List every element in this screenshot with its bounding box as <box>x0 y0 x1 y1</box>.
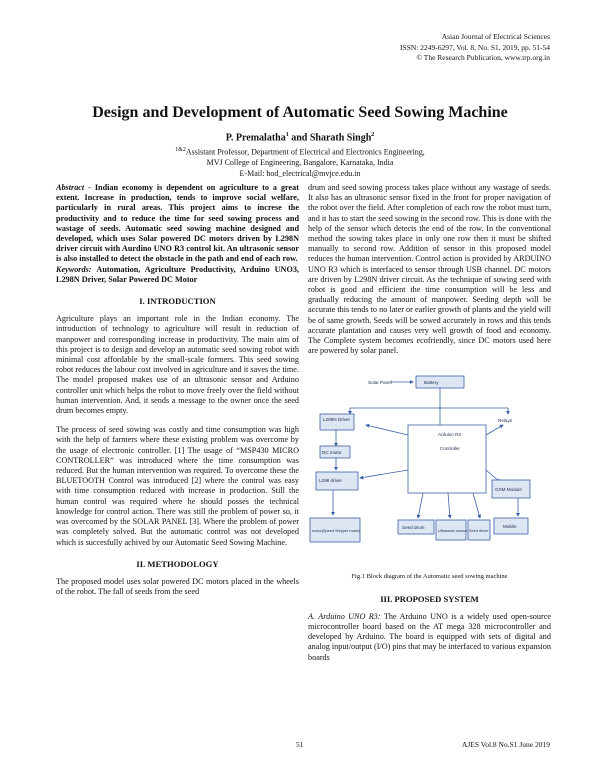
affiliation <box>0 145 600 179</box>
affiliation-email: E-Mail: hod_electrical@mvjce.edu.in <box>239 168 361 178</box>
label-ultrasonic: Ultrasonic sensor <box>438 529 468 534</box>
block-diagram <box>308 370 551 570</box>
intro-paragraph-2: The process of seed sowing was costly and time consumption was high with the help of farmers where these existing problem was overcome by the usage of electronic controller. [1] The usage of “MSP430 MICRO CONTROLLER” was introduced where the time consumption was reduced. But the human intervention was required. To overcome these the BLUETOOTH Control was introduced [2] where the control was easy with time consumption reduced with increase in production. Still the human control was required where he should posses the technical knowledge for control action. There was still the problem of power so, it was overcomed by the SOLAR PANEL [3]. Where the problem of power was completely solved. But the automatic control was not developed which is succesfully achived by our Automatic Seed Sowing Machine. <box>56 425 299 547</box>
arrow-arduino-l298driver <box>360 470 408 478</box>
label-motor-seed: motor(Speed Stepper motor) <box>312 529 361 534</box>
proposed-heading: III. PROPOSED SYSTEM <box>380 593 479 604</box>
arduino-paragraph <box>308 612 551 663</box>
label-l298n: L298N Driver <box>323 417 351 423</box>
intro-heading: I. INTRODUCTION <box>139 296 216 307</box>
abstract-text: Indian economy is dependent on agriculture to a great extent. Increase in production, tends to improve social welfare, particularly in rural areas. This project aims to increse the productivity and to reduce the time for seed sowing process and wastage of seeds. Automatic seed sowing machine designed and developed, which uses Solar powered DC motors driven by L298N driver circuit with Aurdino UNO R3 control kit. An ultrasonic sensor is also installed to detect the obstacle in the path and end of each row. <box>56 183 299 264</box>
author-2: Sharath Singh <box>309 132 372 144</box>
label-seeddrum: Seed drum <box>402 525 425 531</box>
figure-caption: Fig.1 Block diagram of the Automatic seed sowing machine <box>351 573 508 581</box>
journal-name: Asian Journal of Electrical Sciences <box>441 32 550 41</box>
methodology-heading: II. METHODOLOGY <box>136 558 219 569</box>
affiliation-line-2: MVJ College of Engineering, Bangalore, Karnataka, India <box>206 158 394 168</box>
label-dcmotor: DC motor <box>322 450 342 456</box>
page-number: 51 <box>296 740 304 749</box>
methodology-paragraph: The proposed model uses solar powered DC motors placed in the wheels of the robot. The fall of seeds from the seed <box>56 576 299 597</box>
journal-issn: ISSN: 2249-6297, Vol. 8, No. S1, 2019, pp. 51-54 <box>400 42 550 52</box>
abstract-label: Abstract - <box>56 183 95 192</box>
journal-header <box>400 32 550 64</box>
label-arduino: Arduino R3 <box>438 432 461 438</box>
author-1-sup: 1 <box>285 132 289 138</box>
label-solar: Solar Panel <box>368 380 392 386</box>
label-gsm: GSM Module <box>495 487 522 493</box>
block-diagram-svg <box>308 370 551 570</box>
author-line <box>0 132 600 143</box>
affiliation-sup: 1&2 <box>175 147 186 153</box>
arrow-arduino-ultrasonic <box>448 493 450 518</box>
label-controller: Controller <box>440 446 460 452</box>
arduino-label: A. Arduino UNO R3: <box>308 611 381 621</box>
author-and: and <box>288 132 310 144</box>
arrow-arduino-seeddrum <box>418 493 423 518</box>
label-relays: Relays <box>498 418 513 424</box>
methodology-paragraph-cont: drum and seed sowing process takes place without any wastage of seeds. It also has an ultrasonic sensor fixed in the front for proper navigation of the robot over the field. After completion of each row the robot must turn, and it has to start the seed sowing in the second row. This is done with the help of the sensor which detects the end of the row. In the conventional method the sowing takes place in only one row then it must be shifted manually to second row. Addition of sensor in this proposed model reduces the human intervention. Control action is provided by ARDUINO UNO R3 which is interfaced to sensor through USB channel. DC motors are driven by L298N driver circuit. As the technique of sowing seed with robot is good and efficient the time consumption will be less and gradually reducing the amount of manpower. Seeding depth will be accurate this tends to no later or earlier growth of plants and the yield will be of same growth. Seeds will be sowed accurately in rows and this tends accurate plantation and causes very well growth of food and economy. The Complete system becomes ecofriendly, since DC motors used here are powered by solar panel. <box>308 183 551 356</box>
paper-title: Design and Development of Automatic Seed Sowing Machine <box>92 104 508 121</box>
keywords-text: Automation, Agriculture Productivity, Arduino UNO3, L298N Driver, Solar Powered DC Motor <box>56 264 299 284</box>
label-battery: Battery <box>424 380 439 386</box>
label-mobile: Mobile <box>503 524 517 530</box>
arrow-arduino-l298n <box>366 425 408 435</box>
right-column <box>308 183 551 663</box>
author-2-sup: 2 <box>371 132 375 138</box>
arrow-arduino-relays <box>486 425 503 435</box>
abstract <box>56 183 299 265</box>
intro-paragraph-1: Agriculture plays an important role in the Indian economy. The introduction of technology to agriculture will result in reduction of manpower and corresponding increase in productivity. The main aim of this project is to design and develop an automatic seed sowing robot with minimal cost affordable by the small-scale formers. This seed sowing robot reduces the labour cost involved in agriculture and it saves the time. The model proposed makes use of an ultrasonic sensor and Arduino controller unit which helps the robot to move freely over the field without human intervention. And, it sends a message to the owner once the seed drum becomes empty. <box>56 314 299 416</box>
label-l298driver: L298 driver <box>319 478 342 484</box>
affiliation-line-1: Assistant Professor, Department of Electrical and Electronics Engineering, <box>185 147 425 157</box>
journal-publisher: © The Research Publication, www.trp.org.in <box>416 53 550 62</box>
left-column <box>56 183 299 597</box>
author-1: P. Premalatha <box>225 132 286 144</box>
keywords <box>56 265 299 285</box>
arduino-text: The Arduino UNO is a widely used open-source microcontroller board based on the AT mega 328 microcontroller and developed by Arduino. The board is equipped with sets of digital and analog input/output (I/O) pins that may be interfaced to various expansion boards <box>308 611 551 662</box>
footer-journal: AJES Vol.8 No.S1 June 2019 <box>461 740 550 749</box>
keywords-label: Keywords: <box>56 264 97 274</box>
label-seeddriver: Seed driver <box>469 529 489 534</box>
arrow-arduino-seeddriver <box>473 493 480 518</box>
